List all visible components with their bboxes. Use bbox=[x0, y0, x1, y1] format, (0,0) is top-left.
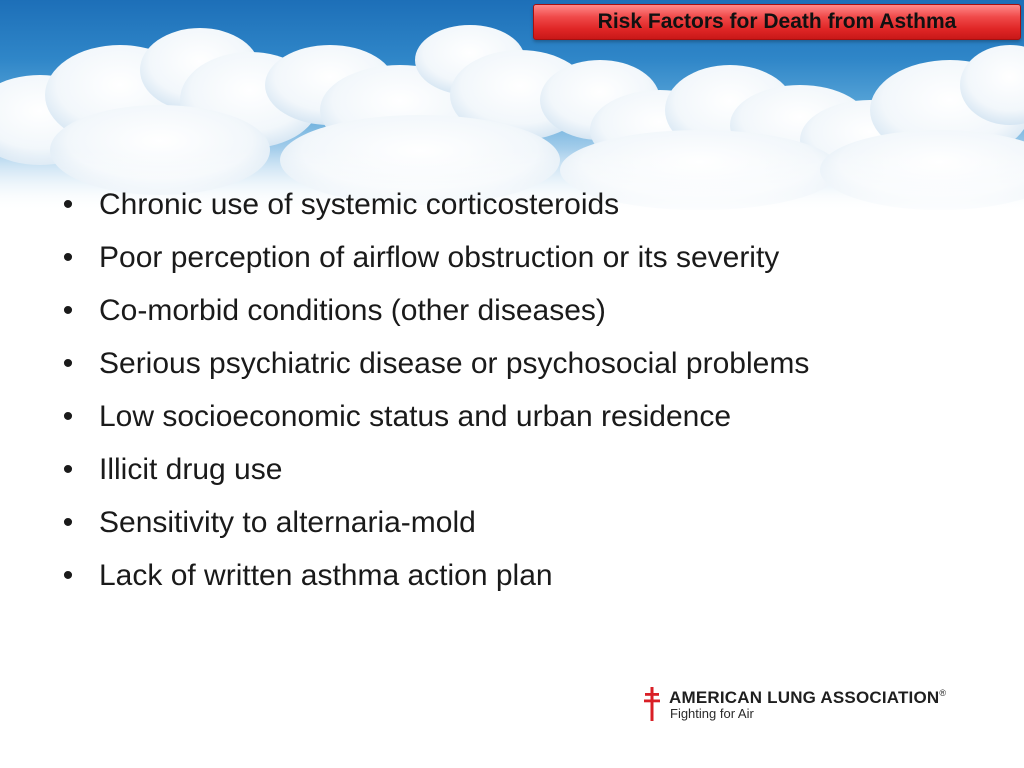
bullet-item bbox=[58, 451, 958, 488]
registered-mark: ® bbox=[939, 688, 947, 698]
bullet-text: Co-morbid conditions (other diseases) bbox=[99, 294, 606, 327]
logo-name-text: AMERICAN LUNG ASSOCIATION bbox=[669, 688, 940, 707]
slide-title: Risk Factors for Death from Asthma bbox=[597, 10, 957, 33]
logo-name bbox=[669, 688, 946, 708]
bullet-item bbox=[58, 398, 958, 435]
bullet-dot: • bbox=[62, 241, 74, 274]
bullet-text: Serious psychiatric disease or psychosocial problems bbox=[99, 347, 810, 380]
american-lung-association-logo bbox=[644, 685, 984, 725]
bullet-text: Poor perception of airflow obstruction or its severity bbox=[99, 241, 780, 274]
bullet-dot: • bbox=[62, 294, 74, 327]
bullet-text: Low socioeconomic status and urban residence bbox=[99, 400, 732, 433]
bullet-dot: • bbox=[62, 400, 74, 433]
bullet-item bbox=[58, 186, 958, 223]
title-banner bbox=[533, 4, 1021, 40]
bullet-text: Illicit drug use bbox=[99, 453, 283, 486]
bullet-dot: • bbox=[62, 453, 74, 486]
bullet-dot: • bbox=[62, 559, 74, 592]
bullet-item bbox=[58, 504, 958, 541]
logo-tagline: Fighting for Air bbox=[670, 706, 754, 721]
bullet-item bbox=[58, 239, 958, 276]
bullet-text: Chronic use of systemic corticosteroids bbox=[99, 188, 620, 221]
bullet-dot: • bbox=[62, 188, 74, 221]
bullet-list bbox=[58, 186, 958, 610]
bullet-text: Sensitivity to alternaria-mold bbox=[99, 506, 476, 539]
bullet-item bbox=[58, 557, 958, 594]
bullet-text: Lack of written asthma action plan bbox=[99, 559, 553, 592]
bullet-dot: • bbox=[62, 347, 74, 380]
bullet-item bbox=[58, 292, 958, 329]
bullet-item bbox=[58, 345, 958, 382]
double-barred-cross-icon bbox=[644, 687, 660, 721]
bullet-dot: • bbox=[62, 506, 74, 539]
